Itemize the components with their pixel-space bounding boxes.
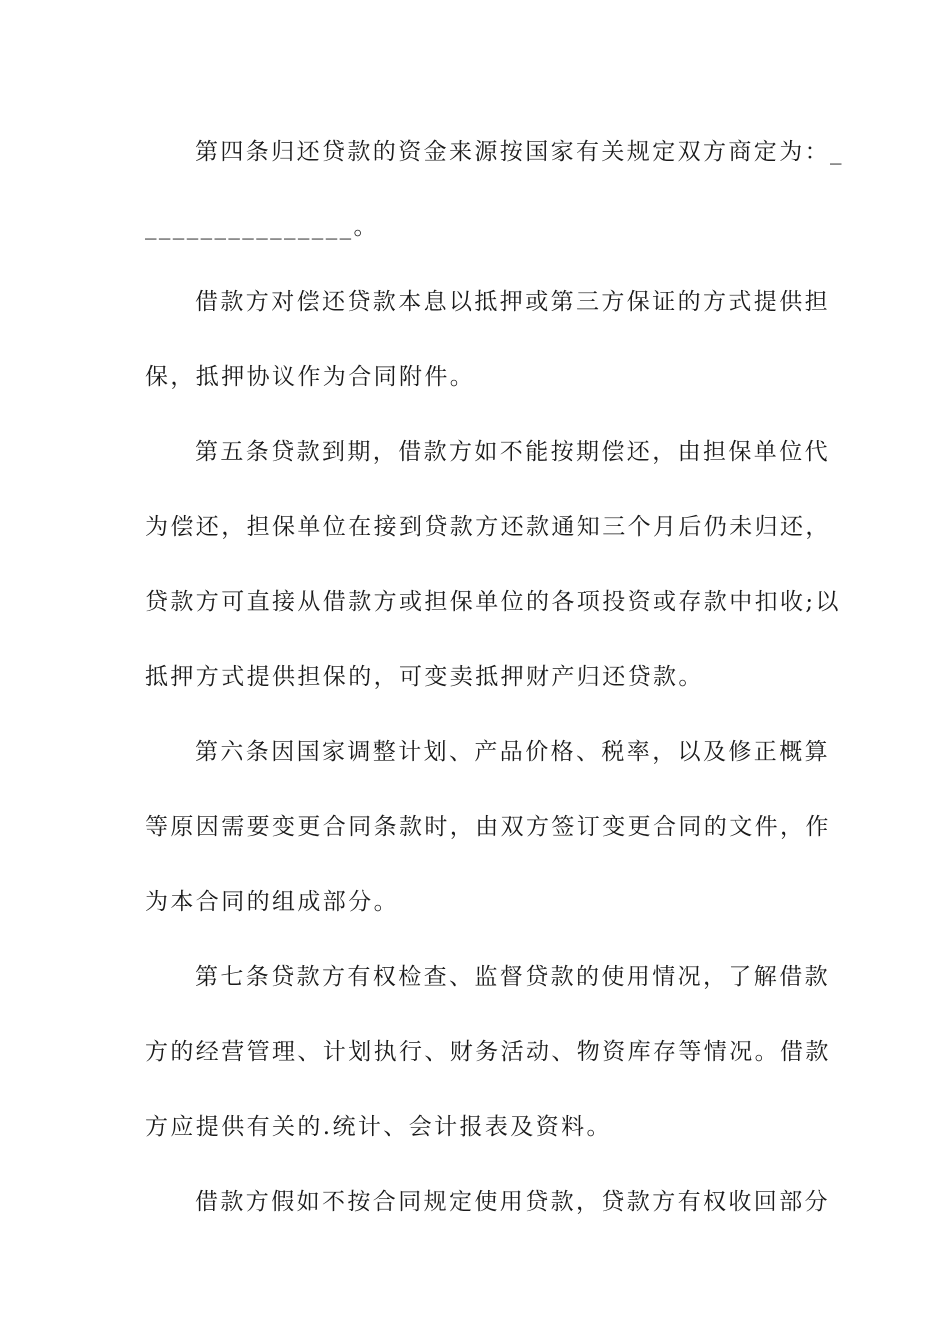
paragraph-article-6-line-1: 第六条因国家调整计划、产品价格、税率，以及修正概算 bbox=[195, 739, 830, 765]
paragraph-article-7-line-1: 第七条贷款方有权检查、监督贷款的使用情况，了解借款 bbox=[195, 964, 830, 990]
paragraph-article-5-line-2: 为偿还，担保单位在接到贷款方还款通知三个月后仍未归还， bbox=[145, 514, 831, 540]
paragraph-article-7-line-2: 方的经营管理、计划执行、财务活动、物资库存等情况。借款 bbox=[145, 1039, 831, 1065]
paragraph-article-5-line-1: 第五条贷款到期，借款方如不能按期偿还，由担保单位代 bbox=[195, 439, 830, 465]
paragraph-article-4-line-1: 第四条归还贷款的资金来源按国家有关规定双方商定为：_ bbox=[195, 139, 844, 165]
paragraph-article-5-line-3: 贷款方可直接从借款方或担保单位的各项投资或存款中扣收;以 bbox=[145, 589, 841, 615]
paragraph-guarantee-line-2: 保，抵押协议作为合同附件。 bbox=[145, 364, 476, 390]
paragraph-article-4-line-2: _______________。 bbox=[145, 214, 379, 240]
paragraph-misuse-line-1: 借款方假如不按合同规定使用贷款，贷款方有权收回部分 bbox=[195, 1189, 830, 1215]
paragraph-article-5-line-4: 抵押方式提供担保的，可变卖抵押财产归还贷款。 bbox=[145, 664, 704, 690]
paragraph-article-7-line-3: 方应提供有关的.统计、会计报表及资料。 bbox=[145, 1114, 612, 1140]
paragraph-article-6-line-2: 等原因需要变更合同条款时，由双方签订变更合同的文件，作 bbox=[145, 814, 831, 840]
paragraph-guarantee-line-1: 借款方对偿还贷款本息以抵押或第三方保证的方式提供担 bbox=[195, 289, 830, 315]
paragraph-article-6-line-3: 为本合同的组成部分。 bbox=[145, 889, 399, 915]
